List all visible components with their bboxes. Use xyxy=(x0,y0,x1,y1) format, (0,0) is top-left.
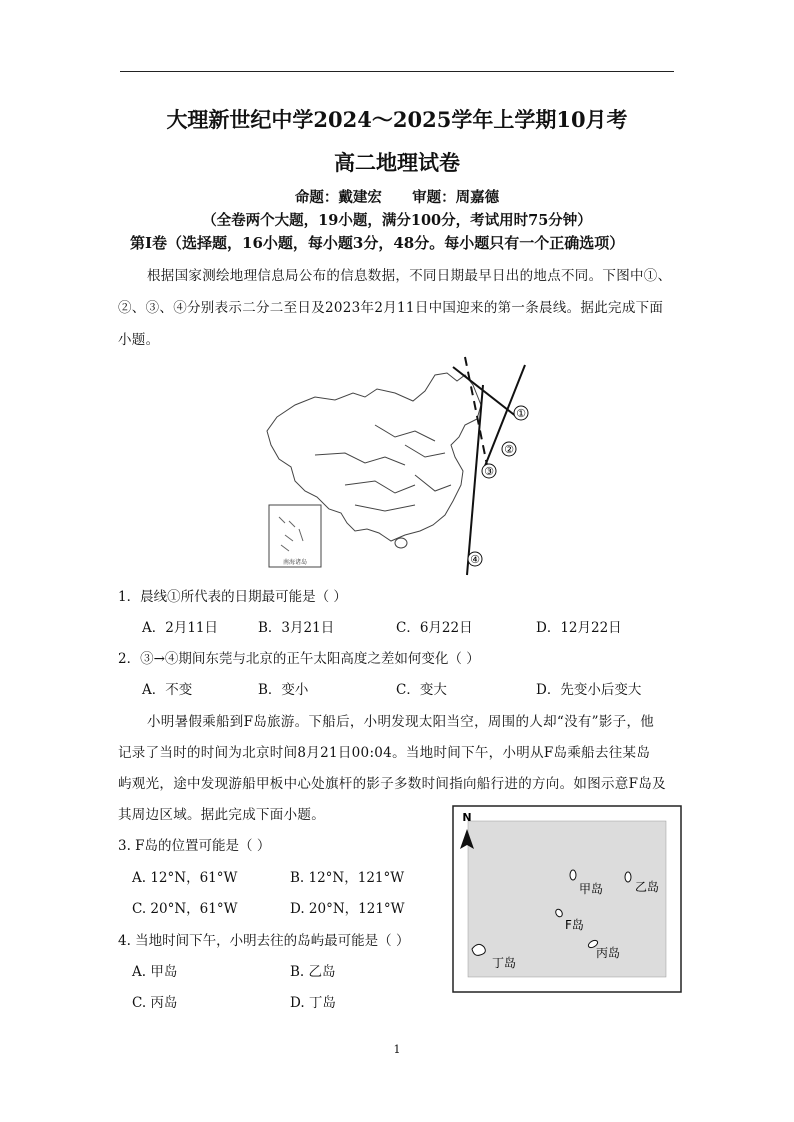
line-label-1: ① xyxy=(516,407,526,420)
line-label-2: ② xyxy=(504,443,514,456)
question-3-stem: 3. F岛的位置可能是（ ） xyxy=(118,838,271,854)
question-2-stem: 2．③→④期间东莞与北京的正午太阳高度之差如何变化（ ） xyxy=(118,651,480,667)
question-4-stem: 4. 当地时间下午，小明去往的岛屿最可能是（ ） xyxy=(118,933,410,949)
q4-option-d[interactable]: D. 丁岛 xyxy=(290,995,336,1011)
exam-title: 大理新世纪中学2024～2025学年上学期10月考 xyxy=(166,107,628,132)
q2-option-c[interactable]: C．变大 xyxy=(396,682,447,698)
q4-option-a[interactable]: A. 甲岛 xyxy=(132,964,178,980)
passage2-line: 屿观光，途中发现游船甲板中心处旗杆的影子多数时间指向船行进的方向。如图示意F岛及 xyxy=(118,776,666,792)
section-heading: 第Ⅰ卷（选择题，16小题，每小题3分，48分。每小题只有一个正确选项） xyxy=(130,234,625,252)
q2-option-d[interactable]: D．先变小后变大 xyxy=(536,682,642,698)
island-yi xyxy=(625,872,631,882)
passage2-line: 其周边区域。据此完成下面小题。 xyxy=(118,807,325,823)
north-label: N xyxy=(462,811,472,824)
island-map-figure xyxy=(452,805,682,995)
island-label-bing: 丙岛 xyxy=(596,946,621,960)
line-label-4: ④ xyxy=(470,553,480,566)
island-ding xyxy=(472,944,485,955)
island-label-jia: 甲岛 xyxy=(579,882,604,896)
south-china-sea-inset xyxy=(269,505,321,567)
q4-option-c[interactable]: C. 丙岛 xyxy=(132,995,178,1011)
q1-option-a[interactable]: A．2月11日 xyxy=(142,620,219,636)
q3-option-d[interactable]: D. 20°N，121°W xyxy=(290,901,405,917)
passage1-line: ②、③、④分别表示二分二至日及2023年2月11日中国迎来的第一条晨线。据此完成下面 xyxy=(118,300,664,316)
dawn-line-4 xyxy=(467,385,483,575)
q3-option-a[interactable]: A. 12°N，61°W xyxy=(132,870,238,886)
q1-option-d[interactable]: D．12月22日 xyxy=(536,620,622,636)
inset-label: 南海诸岛 xyxy=(282,559,308,566)
island-jia xyxy=(570,870,576,880)
exam-subtitle: 高二地理试卷 xyxy=(334,150,460,175)
page-number: 1 xyxy=(393,1043,401,1056)
line-label-3: ③ xyxy=(484,465,494,478)
island-label-ding: 丁岛 xyxy=(492,956,517,970)
question-1-stem: 1．晨线①所代表的日期最可能是（ ） xyxy=(118,589,347,605)
island-label-f: F岛 xyxy=(565,918,584,932)
passage2-line: 小明暑假乘船到F岛旅游。下船后，小明发现太阳当空，周围的人却“没有”影子，他 xyxy=(147,714,655,730)
passage1-line: 根据国家测绘地理信息局公布的信息数据，不同日期最早日出的地点不同。下图中①、 xyxy=(147,268,672,284)
q2-option-b[interactable]: B．变小 xyxy=(258,682,309,698)
passage1-line: 小题。 xyxy=(118,332,160,348)
passage2-line: 记录了当时的时间为北京时间8月21日00:04。当地时间下午，小明从F岛乘船去往某岛 xyxy=(118,745,651,761)
q1-option-c[interactable]: C．6月22日 xyxy=(396,620,473,636)
authors-line: 命题：戴建宏 审题：周嘉德 xyxy=(294,189,500,206)
q3-option-c[interactable]: C. 20°N，61°W xyxy=(132,901,238,917)
top-rule xyxy=(120,71,674,72)
q4-option-b[interactable]: B. 乙岛 xyxy=(290,964,336,980)
q1-option-b[interactable]: B．3月21日 xyxy=(258,620,335,636)
china-map-figure xyxy=(255,345,545,580)
dawn-line-2 xyxy=(465,357,487,465)
q2-option-a[interactable]: A．不变 xyxy=(142,682,193,698)
exam-info: （全卷两个大题，19小题，满分100分，考试用时75分钟） xyxy=(202,212,592,229)
island-label-yi: 乙岛 xyxy=(635,880,660,894)
q3-option-b[interactable]: B. 12°N，121°W xyxy=(290,870,405,886)
